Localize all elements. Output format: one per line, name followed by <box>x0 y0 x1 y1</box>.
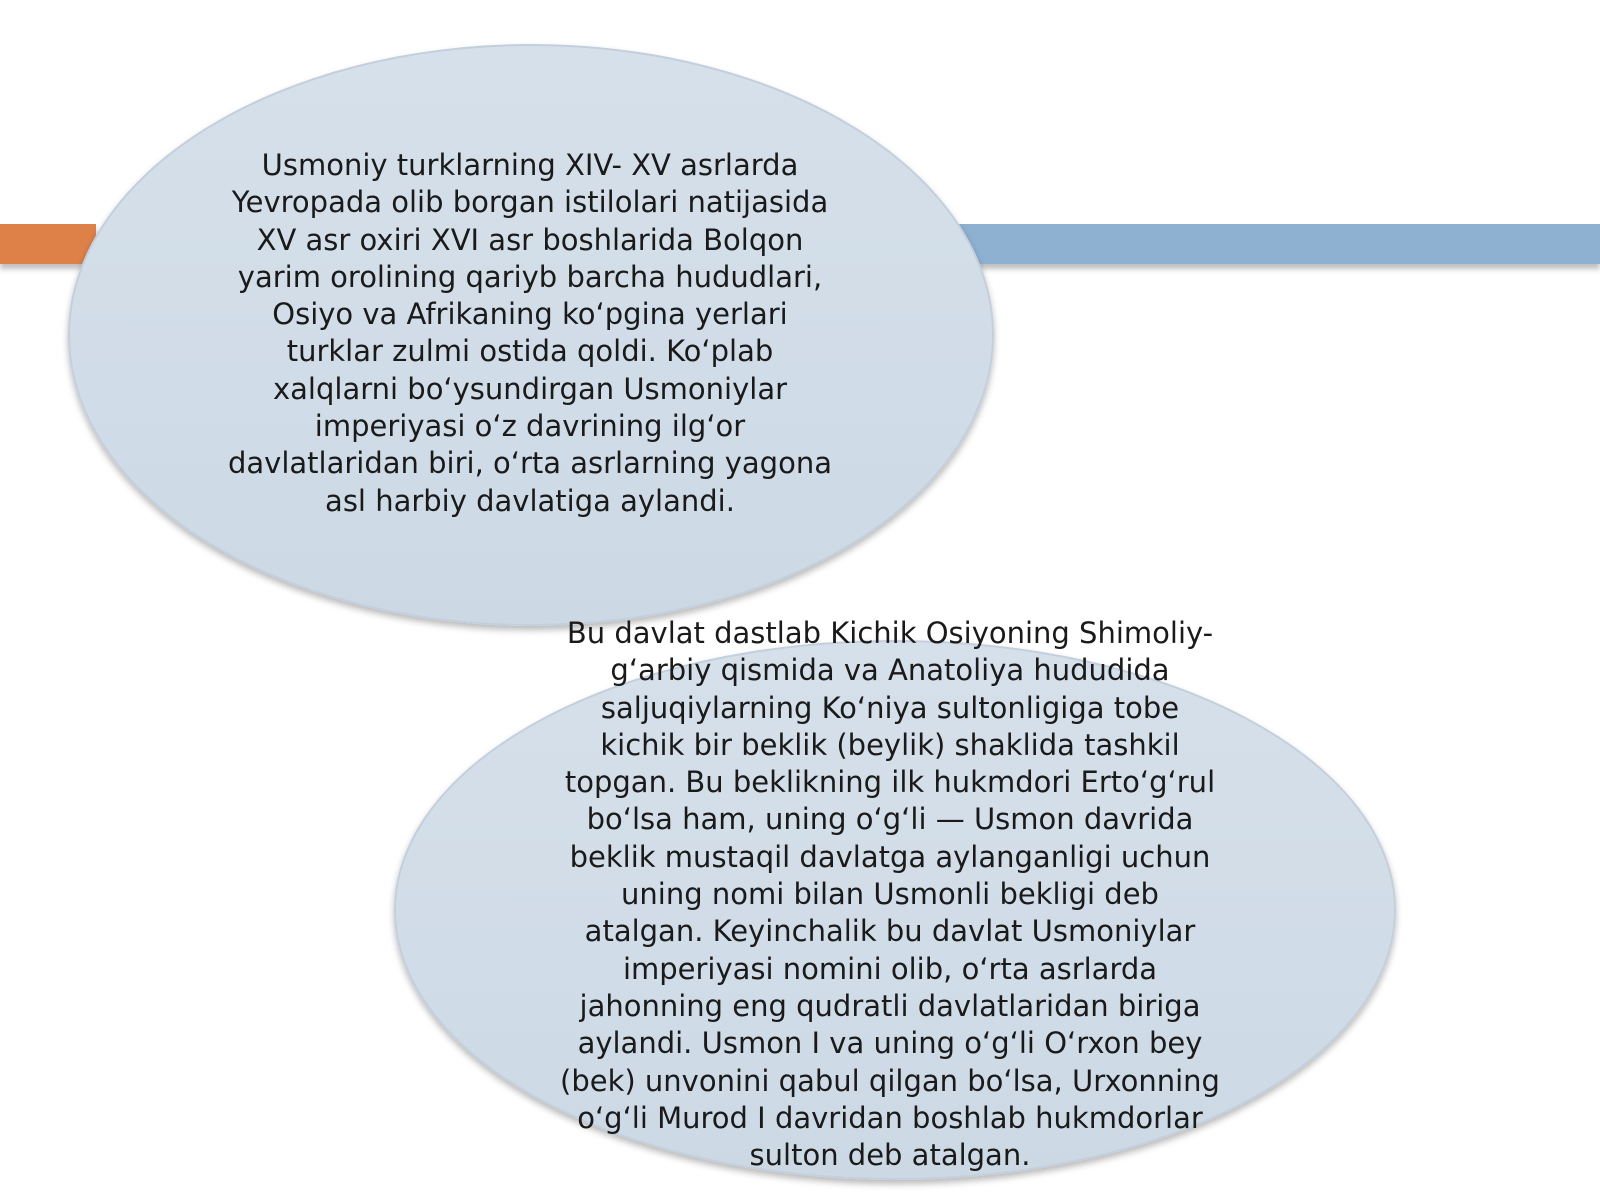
blue-accent-bar <box>940 224 1600 264</box>
bottom-ellipse-text: Bu davlat dastlab Kichik Osiyoning Shimoliy- gʻarbiy qismida va Anatoliya hududida saljuqiylarning Koʻniya sultonligiga tobe kichik bir beklik (beylik) shaklida tashkil topgan. Bu beklikning ilk hukmdori Ertoʻgʻrul boʻlsa ham, uning oʻgʻli — Usmon davrida beklik mustaqil davlatga aylanganligi uchun uning nomi bilan Usmonli bekligi deb atalgan. Keyinchalik bu davlat Usmoniylar imperiyasi nomini olib, oʻrta asrlarda jahonning eng qudratli davlatlaridan biriga aylandi. Usmon I va uning oʻgʻli Oʻrxon bey (bek) unvonini qabul qilgan boʻlsa, Urxonning oʻgʻli Murod I davridan boshlab hukmdorlar sulton deb atalgan. <box>560 616 1220 1173</box>
orange-accent-bar <box>0 224 96 264</box>
top-ellipse-text: Usmoniy turklarning XIV- XV asrlarda Yevropada olib borgan istilolari natijasida XV asr oxiri XVI asr boshlarida Bolqon yarim orolining qariyb barcha hududlari, Osiyo va Afrikaning koʻpgina yerlari turklar zulmi ostida qoldi. Koʻplab xalqlarni boʻysundirgan Usmoniylar imperiyasi oʻz davrining ilgʻor davlatlaridan biri, oʻrta asrlarning yagona asl harbiy davlatiga aylandi. <box>228 148 832 518</box>
